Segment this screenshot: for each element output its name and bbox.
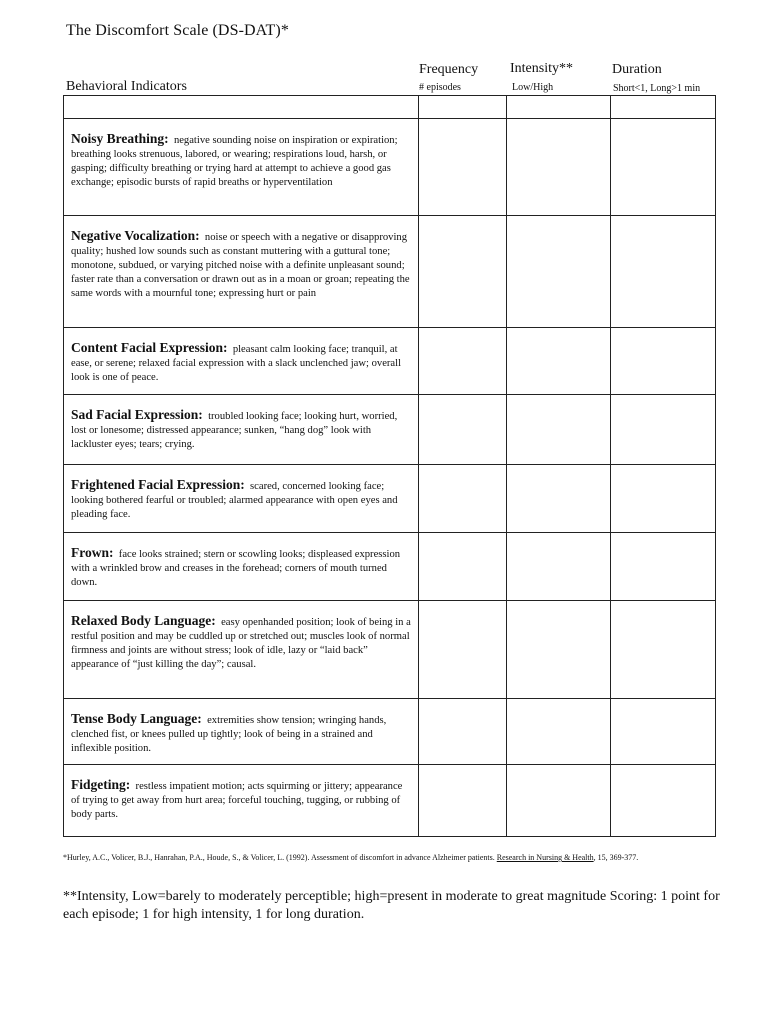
intensity-input-cell[interactable] bbox=[507, 601, 611, 699]
frequency-subheader: # episodes bbox=[419, 82, 461, 93]
duration-subheader: Short<1, Long>1 min bbox=[613, 83, 701, 94]
indicator-name: Tense Body Language: bbox=[71, 711, 202, 726]
intensity-header: Intensity** bbox=[510, 61, 573, 76]
frequency-input-cell[interactable] bbox=[419, 119, 507, 216]
intensity-subheader: Low/High bbox=[512, 82, 554, 93]
indicator-cell bbox=[64, 216, 419, 328]
indicator-name: Frown: bbox=[71, 545, 114, 560]
indicator-row bbox=[64, 699, 716, 765]
intensity-input-cell[interactable] bbox=[507, 216, 611, 328]
indicator-cell bbox=[64, 699, 419, 765]
duration-header: Duration bbox=[612, 62, 662, 77]
blank-header-row bbox=[64, 96, 716, 119]
frequency-input-cell[interactable] bbox=[419, 96, 507, 119]
indicator-name: Relaxed Body Language: bbox=[71, 613, 216, 628]
frequency-input-cell[interactable] bbox=[419, 765, 507, 837]
indicator-description: easy openhanded position; look of being in a restful position and may be cuddled up or stretched out; muscles look of normal firmness and joints are without stress; look of idle, lazy or “laid back” appearance of “just killing the day”; causal. bbox=[71, 617, 411, 670]
citation-footnote bbox=[63, 852, 723, 863]
duration-input-cell[interactable] bbox=[611, 119, 716, 216]
indicator-name: Noisy Breathing: bbox=[71, 131, 169, 146]
frequency-input-cell[interactable] bbox=[419, 465, 507, 533]
intensity-input-cell[interactable] bbox=[507, 96, 611, 119]
indicator-row bbox=[64, 465, 716, 533]
duration-input-cell[interactable] bbox=[611, 765, 716, 837]
indicator-cell bbox=[64, 119, 419, 216]
indicator-cell bbox=[64, 465, 419, 533]
indicator-cell bbox=[64, 765, 419, 837]
indicator-text bbox=[64, 216, 418, 305]
indicator-text bbox=[64, 395, 418, 456]
intensity-input-cell[interactable] bbox=[507, 328, 611, 395]
intensity-input-cell[interactable] bbox=[507, 395, 611, 465]
frequency-header: Frequency bbox=[419, 62, 479, 77]
indicator-description: extremities show tension; wringing hands, clenched fist, or knees pulled up tightly; look of being in a strained and inflexible position. bbox=[71, 715, 387, 754]
frequency-input-cell[interactable] bbox=[419, 328, 507, 395]
indicator-row bbox=[64, 328, 716, 395]
indicator-row bbox=[64, 533, 716, 601]
indicator-cell bbox=[64, 395, 419, 465]
indicator-row bbox=[64, 601, 716, 699]
indicator-name: Negative Vocalization: bbox=[71, 228, 200, 243]
duration-input-cell[interactable] bbox=[611, 601, 716, 699]
indicator-text bbox=[64, 765, 418, 826]
indicator-description: noise or speech with a negative or disapproving quality; hushed low sounds such as constant muttering with a guttural tone; monotone, subdued, or varying pitched noise with a definite unpleasant sound; faster rate than a conversation or drawn out as in a moan or groan; repeating the same words with a mournful tone; expressing hurt or pain bbox=[71, 232, 410, 299]
behavioral-indicators-header: Behavioral Indicators bbox=[66, 79, 187, 94]
indicator-row bbox=[64, 119, 716, 216]
intensity-input-cell[interactable] bbox=[507, 465, 611, 533]
duration-input-cell[interactable] bbox=[611, 699, 716, 765]
indicator-text bbox=[64, 328, 418, 389]
indicator-name: Frightened Facial Expression: bbox=[71, 477, 245, 492]
indicator-row bbox=[64, 395, 716, 465]
frequency-input-cell[interactable] bbox=[419, 699, 507, 765]
indicator-description: negative sounding noise on inspiration or expiration; breathing looks strenuous, labored, or wearing; respirations loud, harsh, or gasping; difficulty breathing or trying hard at attempt to achieve a good gas exchange; episodic bursts of rapid breaths or hyperventilation bbox=[71, 135, 398, 188]
duration-input-cell[interactable] bbox=[611, 96, 716, 119]
duration-input-cell[interactable] bbox=[611, 395, 716, 465]
indicator-row bbox=[64, 216, 716, 328]
discomfort-scale-table bbox=[63, 95, 716, 837]
indicator-text bbox=[64, 465, 418, 526]
intensity-input-cell[interactable] bbox=[507, 699, 611, 765]
indicator-cell bbox=[64, 601, 419, 699]
intensity-footnote: **Intensity, Low=barely to moderately perceptible; high=present in moderate to great magnitude Scoring: 1 point for each episode; 1 for high intensity, 1 for long duration. bbox=[63, 889, 720, 922]
indicator-description: face looks strained; stern or scowling looks; displeased expression with a wrinkled brow and creases in the forehead; corners of mouth turned down. bbox=[71, 549, 401, 588]
indicator-cell bbox=[64, 533, 419, 601]
indicator-text bbox=[64, 533, 418, 594]
intensity-input-cell[interactable] bbox=[507, 119, 611, 216]
citation-journal: Research in Nursing & Health bbox=[496, 853, 594, 862]
frequency-input-cell[interactable] bbox=[419, 601, 507, 699]
frequency-input-cell[interactable] bbox=[419, 533, 507, 601]
frequency-input-cell[interactable] bbox=[419, 395, 507, 465]
duration-input-cell[interactable] bbox=[611, 328, 716, 395]
citation-text: *Hurley, A.C., Volicer, B.J., Hanrahan, P.A., Houde, S., & Volicer, L. (1992). Assessment of discomfort in advance Alzheimer patients. bbox=[63, 853, 495, 862]
indicator-description: troubled looking face; looking hurt, worried, lost or lonesome; distressed appearance; sunken, “hang dog” look with lackluster eyes; tears; crying. bbox=[71, 411, 398, 450]
indicator-text bbox=[64, 699, 418, 760]
blank-cell bbox=[64, 96, 419, 119]
indicator-cell bbox=[64, 328, 419, 395]
indicator-description: restless impatient motion; acts squirming or jittery; appearance of trying to get away from hurt area; forceful touching, tugging, or rubbing of body parts. bbox=[71, 781, 403, 820]
duration-input-cell[interactable] bbox=[611, 533, 716, 601]
indicator-name: Content Facial Expression: bbox=[71, 340, 228, 355]
indicator-description: scared, concerned looking face; looking bothered fearful or troubled; alarmed appearance with open eyes and pleading face. bbox=[71, 481, 398, 520]
indicator-description: pleasant calm looking face; tranquil, at ease, or serene; relaxed facial expression with a slack unclenched jaw; overall look is one of peace. bbox=[71, 344, 402, 383]
page-title: The Discomfort Scale (DS-DAT)* bbox=[66, 22, 289, 39]
frequency-input-cell[interactable] bbox=[419, 216, 507, 328]
intensity-input-cell[interactable] bbox=[507, 533, 611, 601]
indicator-name: Fidgeting: bbox=[71, 777, 131, 792]
duration-input-cell[interactable] bbox=[611, 216, 716, 328]
duration-input-cell[interactable] bbox=[611, 465, 716, 533]
indicator-name: Sad Facial Expression: bbox=[71, 407, 203, 422]
indicator-text bbox=[64, 601, 418, 676]
intensity-input-cell[interactable] bbox=[507, 765, 611, 837]
indicator-text bbox=[64, 119, 418, 194]
citation-rest: , 15, 369-377. bbox=[593, 853, 639, 862]
indicator-row bbox=[64, 765, 716, 837]
